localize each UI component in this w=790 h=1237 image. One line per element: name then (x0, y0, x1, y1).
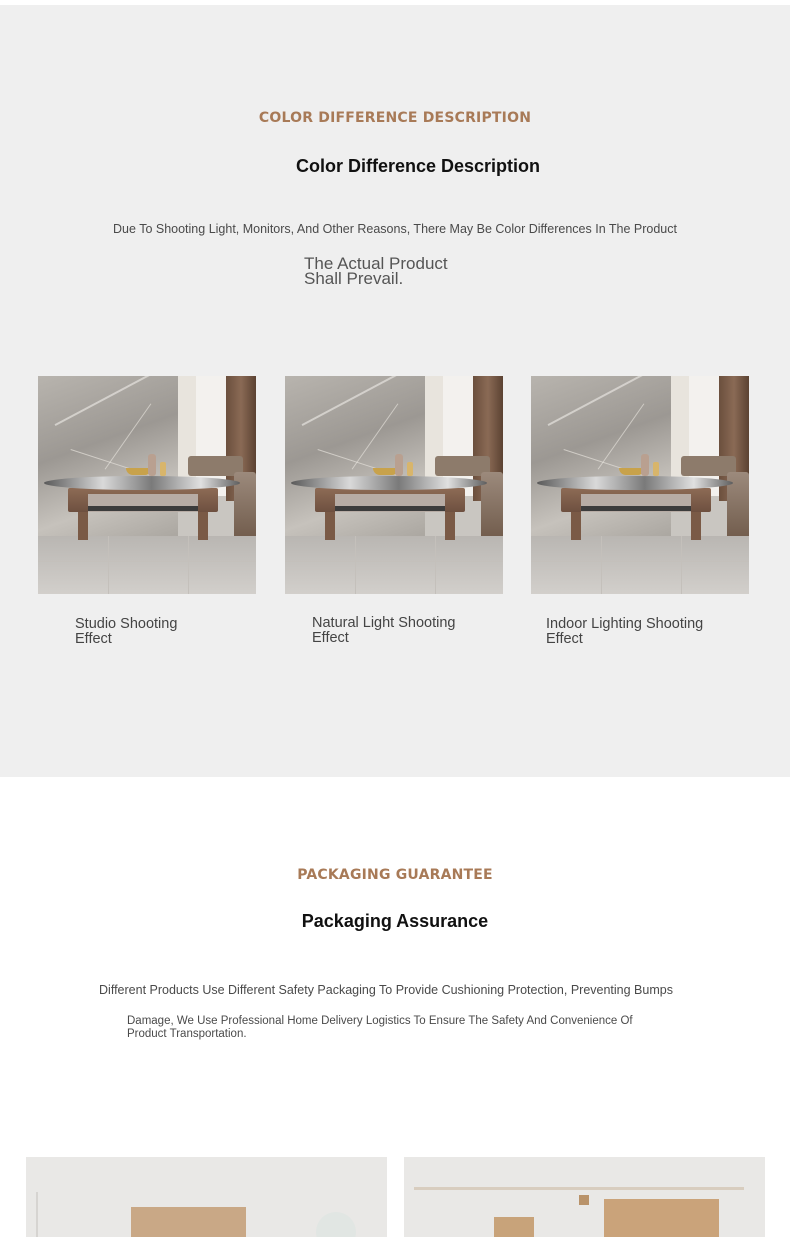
packaging-detail-line-2: Product Transportation. (127, 1028, 247, 1040)
card-label-natural-light (312, 616, 456, 646)
card-label-line-2: Effect (312, 630, 349, 646)
packaging-description: Different Products Use Different Safety Packaging To Provide Cushioning Protection, Preventing Bumps (99, 983, 673, 997)
card-label-line-1: Natural Light Shooting (312, 615, 456, 631)
product-photo-natural-light (285, 376, 503, 594)
color-sub-line-2: Shall Prevail. (304, 269, 404, 288)
product-photo-indoor-lighting (531, 376, 749, 594)
color-sub-description (304, 256, 494, 286)
card-label-line-1: Studio Shooting (75, 616, 178, 632)
packaging-heading: Packaging Assurance (301, 911, 489, 931)
card-label-line-1: Indoor Lighting Shooting (546, 616, 704, 632)
color-sub-line-1: The Actual Product (304, 254, 448, 273)
color-description: Due To Shooting Light, Monitors, And Other Reasons, There May Be Color Differences In The Product (113, 222, 677, 236)
card-label-line-2: Effect (75, 631, 112, 647)
card-label-studio (75, 617, 177, 647)
card-label-indoor-lighting (546, 617, 703, 647)
color-heading: Color Difference Description (295, 156, 541, 176)
color-eyebrow: COLOR DIFFERENCE DESCRIPTION (258, 110, 532, 126)
product-photo-studio (38, 376, 256, 594)
packaging-detail-line-1: Damage, We Use Professional Home Delivery Logistics To Ensure The Safety And Convenience Of (127, 1015, 633, 1027)
card-label-line-2: Effect (546, 631, 583, 647)
packaging-photo-1 (26, 1157, 387, 1237)
packaging-photo-2 (404, 1157, 765, 1237)
packaging-eyebrow: PACKAGING GUARANTEE (297, 867, 493, 883)
packaging-detail (127, 1015, 687, 1041)
